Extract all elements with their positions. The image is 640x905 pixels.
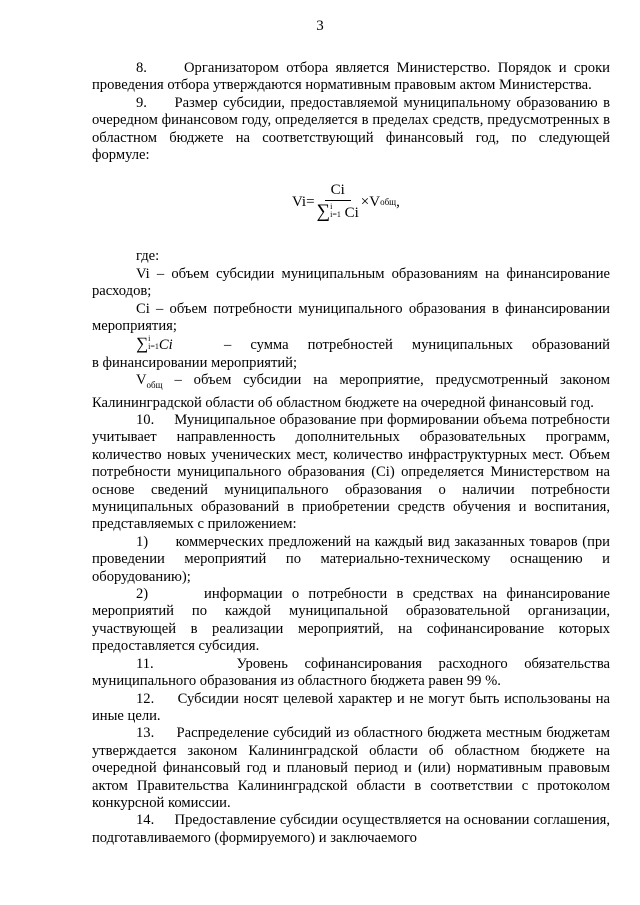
definition-vobsh: $V_{общ}$ – объем субсидии на мероприятие, предусмотренный законом Калининградской области об областном бюджете на очередной финансовый год.: [92, 372, 610, 411]
document-body: [92, 60, 610, 847]
page-number: 3: [316, 18, 324, 34]
sum-definition-tail: в финансировании мероприятий;: [92, 354, 298, 371]
paragraph-13: 13. Распределение субсидий из областного бюджета местным бюджетам утверждается законом Калининградской области об областном бюджете на очередной финансовый год и плановый период и (или) нормативным правовым актом Правительства Калининградской области в соответствии с протоколом конкурсной комиссии.: [92, 725, 610, 811]
sum-upper-limit: i: [330, 202, 333, 211]
paragraph-11: 11. Уровень софинансирования расходного обязательства муниципального образования из областного бюджета равен 99 %.: [92, 655, 610, 690]
paragraph-10-item-1: 1) коммерческих предложений на каждый вид заказанных товаров (при проведении мероприятий по материально-техническому оснащению и оборудованию);: [92, 533, 610, 585]
subsidy-formula: [92, 176, 610, 240]
formula-denominator: [317, 201, 359, 223]
sum-lower-limit: i=1: [330, 210, 341, 219]
formula-fraction: [317, 182, 359, 223]
definition-sum: [92, 335, 610, 354]
definition-vi: Vi – объем субсидии муниципальным образованиям на финансирование расходов;: [92, 265, 610, 300]
sum-definition-text: – сумма потребностей муниципальных образований: [224, 337, 610, 354]
paragraph-8: 8. Организатором отбора является Министерство. Порядок и сроки проведения отбора утверждаются нормативным правовым актом Министерства.: [92, 60, 610, 94]
formula-lhs: Vi=: [292, 194, 315, 211]
where-label: где:: [136, 248, 160, 265]
formula-den-term: Ci: [344, 205, 359, 222]
sigma-symbol: ∑: [316, 201, 331, 223]
definition-ci: Ci – объем потребности муниципального образования в финансировании мероприятия;: [92, 300, 610, 335]
formula-numerator: Ci: [325, 182, 351, 201]
formula-times-v: ×V: [360, 194, 381, 211]
paragraph-10-item-2: 2) информации о потребности в средствах на финансирование мероприятий по каждой муниципальной образовательной организации, участвующей в реализации мероприятий, на софинансирование которых предоставляется субсидия.: [92, 586, 610, 655]
sum-symbol: ∑ i i=1 Ci: [136, 334, 173, 354]
paragraph-10: 10. Муниципальное образование при формировании объема потребности учитывает направленность дополнительных образовательных программ, количество новых ученических мест, количество инфраструктурных мест. Объем потребности муниципального образования (Ci) определяется Министерством на основе сведений муниципального образования о наличии потребности муниципальных образований в приобретении средств обучения и воспитания, представляемых с приложением:: [92, 412, 610, 533]
paragraph-9: 9. Размер субсидии, предоставляемой муниципальному образованию в очередном финансовом году, определяется в пределах средств, предусмотренных в областном бюджете на соответствующий финансовый год, по следующей формуле:: [92, 94, 610, 164]
paragraph-12: 12. Субсидии носят целевой характер и не могут быть использованы на иные цели.: [92, 690, 610, 724]
paragraph-14: 14. Предоставление субсидии осуществляется на основании соглашения, подготавливаемого (формируемого) и заключаемого: [92, 812, 610, 846]
formula-tail: ,: [396, 194, 400, 211]
formula-subscript: общ: [380, 197, 397, 208]
